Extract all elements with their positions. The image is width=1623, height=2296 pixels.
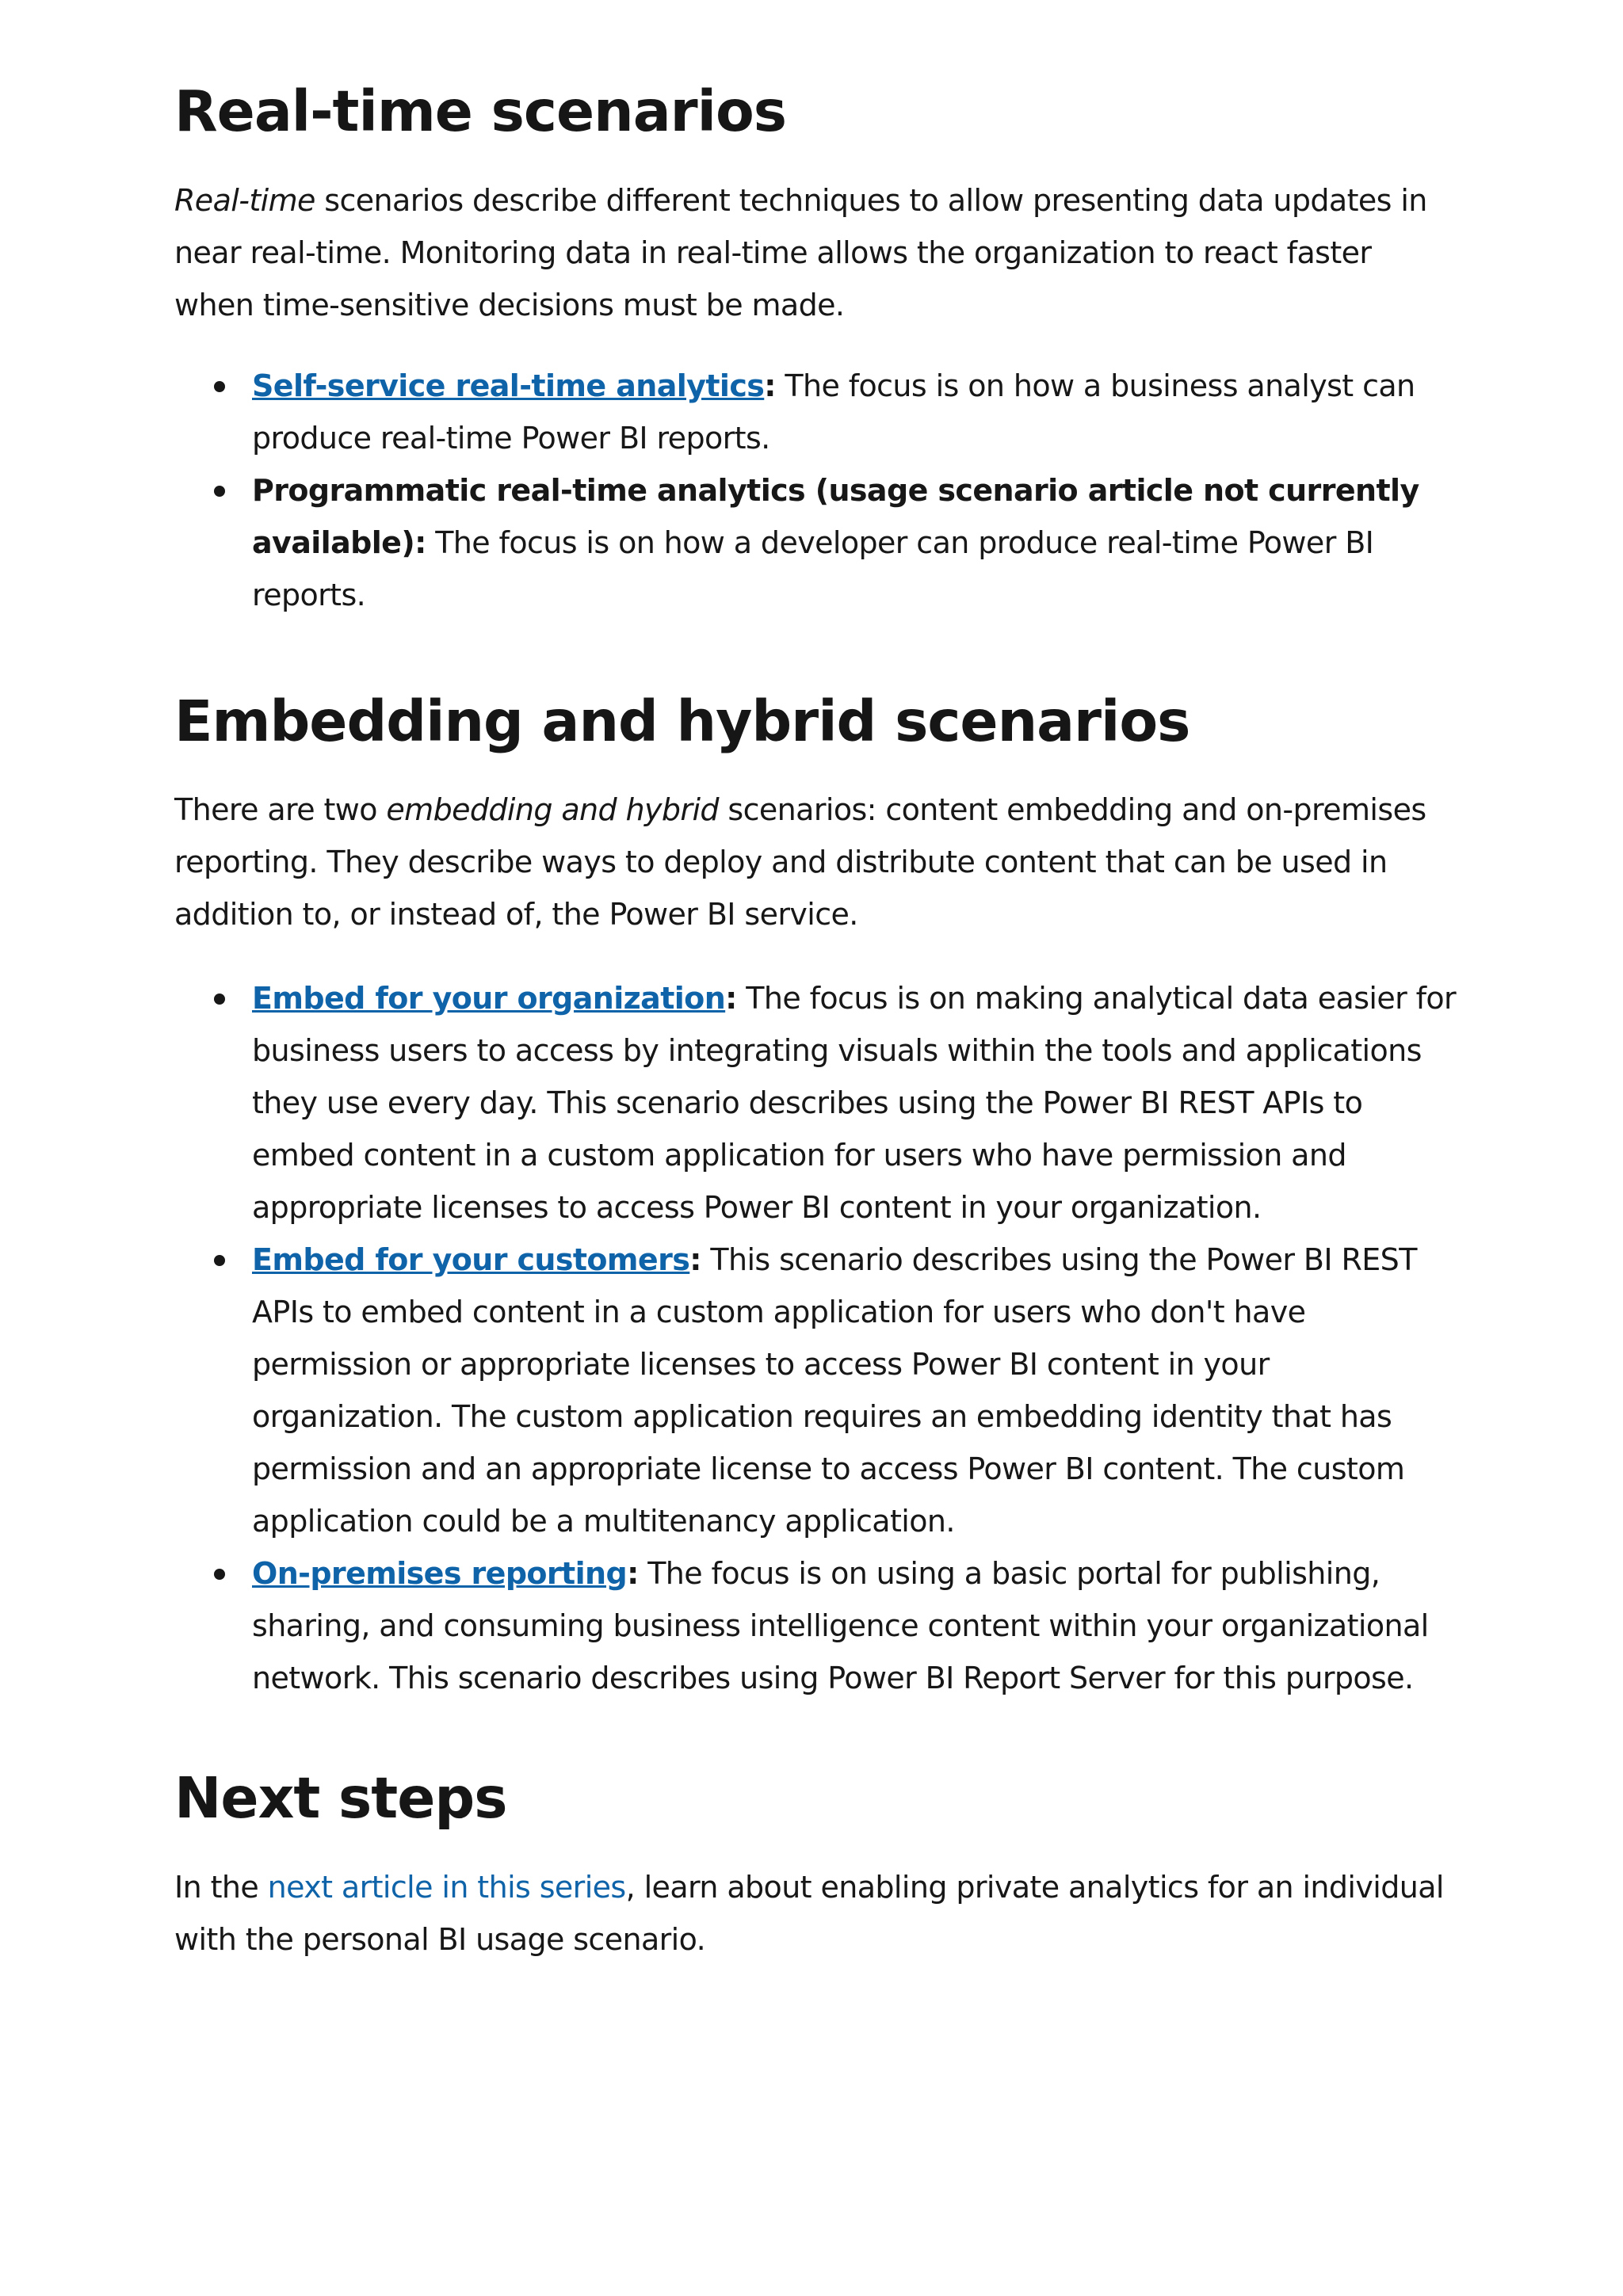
on-premises-reporting-link[interactable]: On-premises reporting bbox=[252, 1556, 628, 1592]
list-item-text: The focus is on using a basic portal for publishing, sharing, and consuming business intelligence content within your organizational network. This scenario describes using Power BI Report Server for this purpose. bbox=[252, 1556, 1429, 1696]
article-content bbox=[174, 0, 1458, 1966]
list-item-colon: : bbox=[627, 1556, 639, 1592]
self-service-real-time-link[interactable]: Self-service real-time analytics bbox=[252, 368, 765, 403]
embedding-intro-pre: There are two bbox=[174, 792, 387, 828]
list-item-text: The focus is on how a business analyst can produce real-time Power BI reports. bbox=[252, 368, 1415, 456]
embedding-intro bbox=[174, 784, 1458, 940]
next-steps-paragraph bbox=[174, 1861, 1458, 1966]
list-item-colon: : bbox=[689, 1242, 701, 1278]
list-item bbox=[252, 464, 1458, 621]
next-article-link[interactable]: next article in this series bbox=[267, 1869, 626, 1905]
real-time-intro bbox=[174, 174, 1458, 331]
list-item bbox=[252, 972, 1458, 1234]
real-time-list bbox=[174, 360, 1458, 621]
list-item bbox=[252, 360, 1458, 464]
embed-for-organization-link[interactable]: Embed for your organization bbox=[252, 981, 726, 1016]
list-item bbox=[252, 1234, 1458, 1547]
real-time-emphasis: Real-time bbox=[174, 182, 315, 218]
next-steps-pre: In the bbox=[174, 1869, 268, 1905]
real-time-intro-text: scenarios describe different techniques to allow presenting data updates in near real-time. Monitoring data in real-time allows the organization to react faster when time-sensitive decisions must be made. bbox=[174, 182, 1427, 322]
section-heading-embedding: Embedding and hybrid scenarios bbox=[174, 688, 1190, 754]
embedding-emphasis: embedding and hybrid bbox=[386, 792, 719, 828]
list-item-colon: : bbox=[764, 368, 776, 403]
list-item-text: This scenario describes using the Power BI REST APIs to embed content in a custom application for users who don't have permission or appropriate licenses to access Power BI content in your organization. The custom application requires an embedding identity that has permission and an appropriate license to access Power BI content. The custom application could be a multitenancy application. bbox=[252, 1242, 1417, 1539]
next-steps-text: , learn about enabling private analytics for an individual with the personal BI usage scenario. bbox=[174, 1869, 1444, 1957]
list-item-colon: : bbox=[725, 981, 737, 1016]
list-item-text: The focus is on making analytical data easier for business users to access by integrating visuals within the tools and applications they use every day. This scenario describes using the Power BI REST APIs to embed content in a custom application for users who have permission and appropriate licenses to access Power BI content in your organization. bbox=[252, 981, 1457, 1226]
embed-for-customers-link[interactable]: Embed for your customers bbox=[252, 1242, 690, 1278]
section-heading-real-time: Real-time scenarios bbox=[174, 78, 787, 144]
embedding-list bbox=[174, 972, 1458, 1704]
embedding-intro-text: scenarios: content embedding and on-premises reporting. They describe ways to deploy and distribute content that can be used in addition to, or instead of, the Power BI service. bbox=[174, 792, 1426, 933]
list-item bbox=[252, 1547, 1458, 1704]
list-item-text: The focus is on how a developer can produce real-time Power BI reports. bbox=[252, 524, 1374, 612]
section-heading-next-steps: Next steps bbox=[174, 1765, 507, 1832]
programmatic-real-time-label: Programmatic real-time analytics (usage scenario article not currently available): bbox=[252, 472, 1419, 560]
